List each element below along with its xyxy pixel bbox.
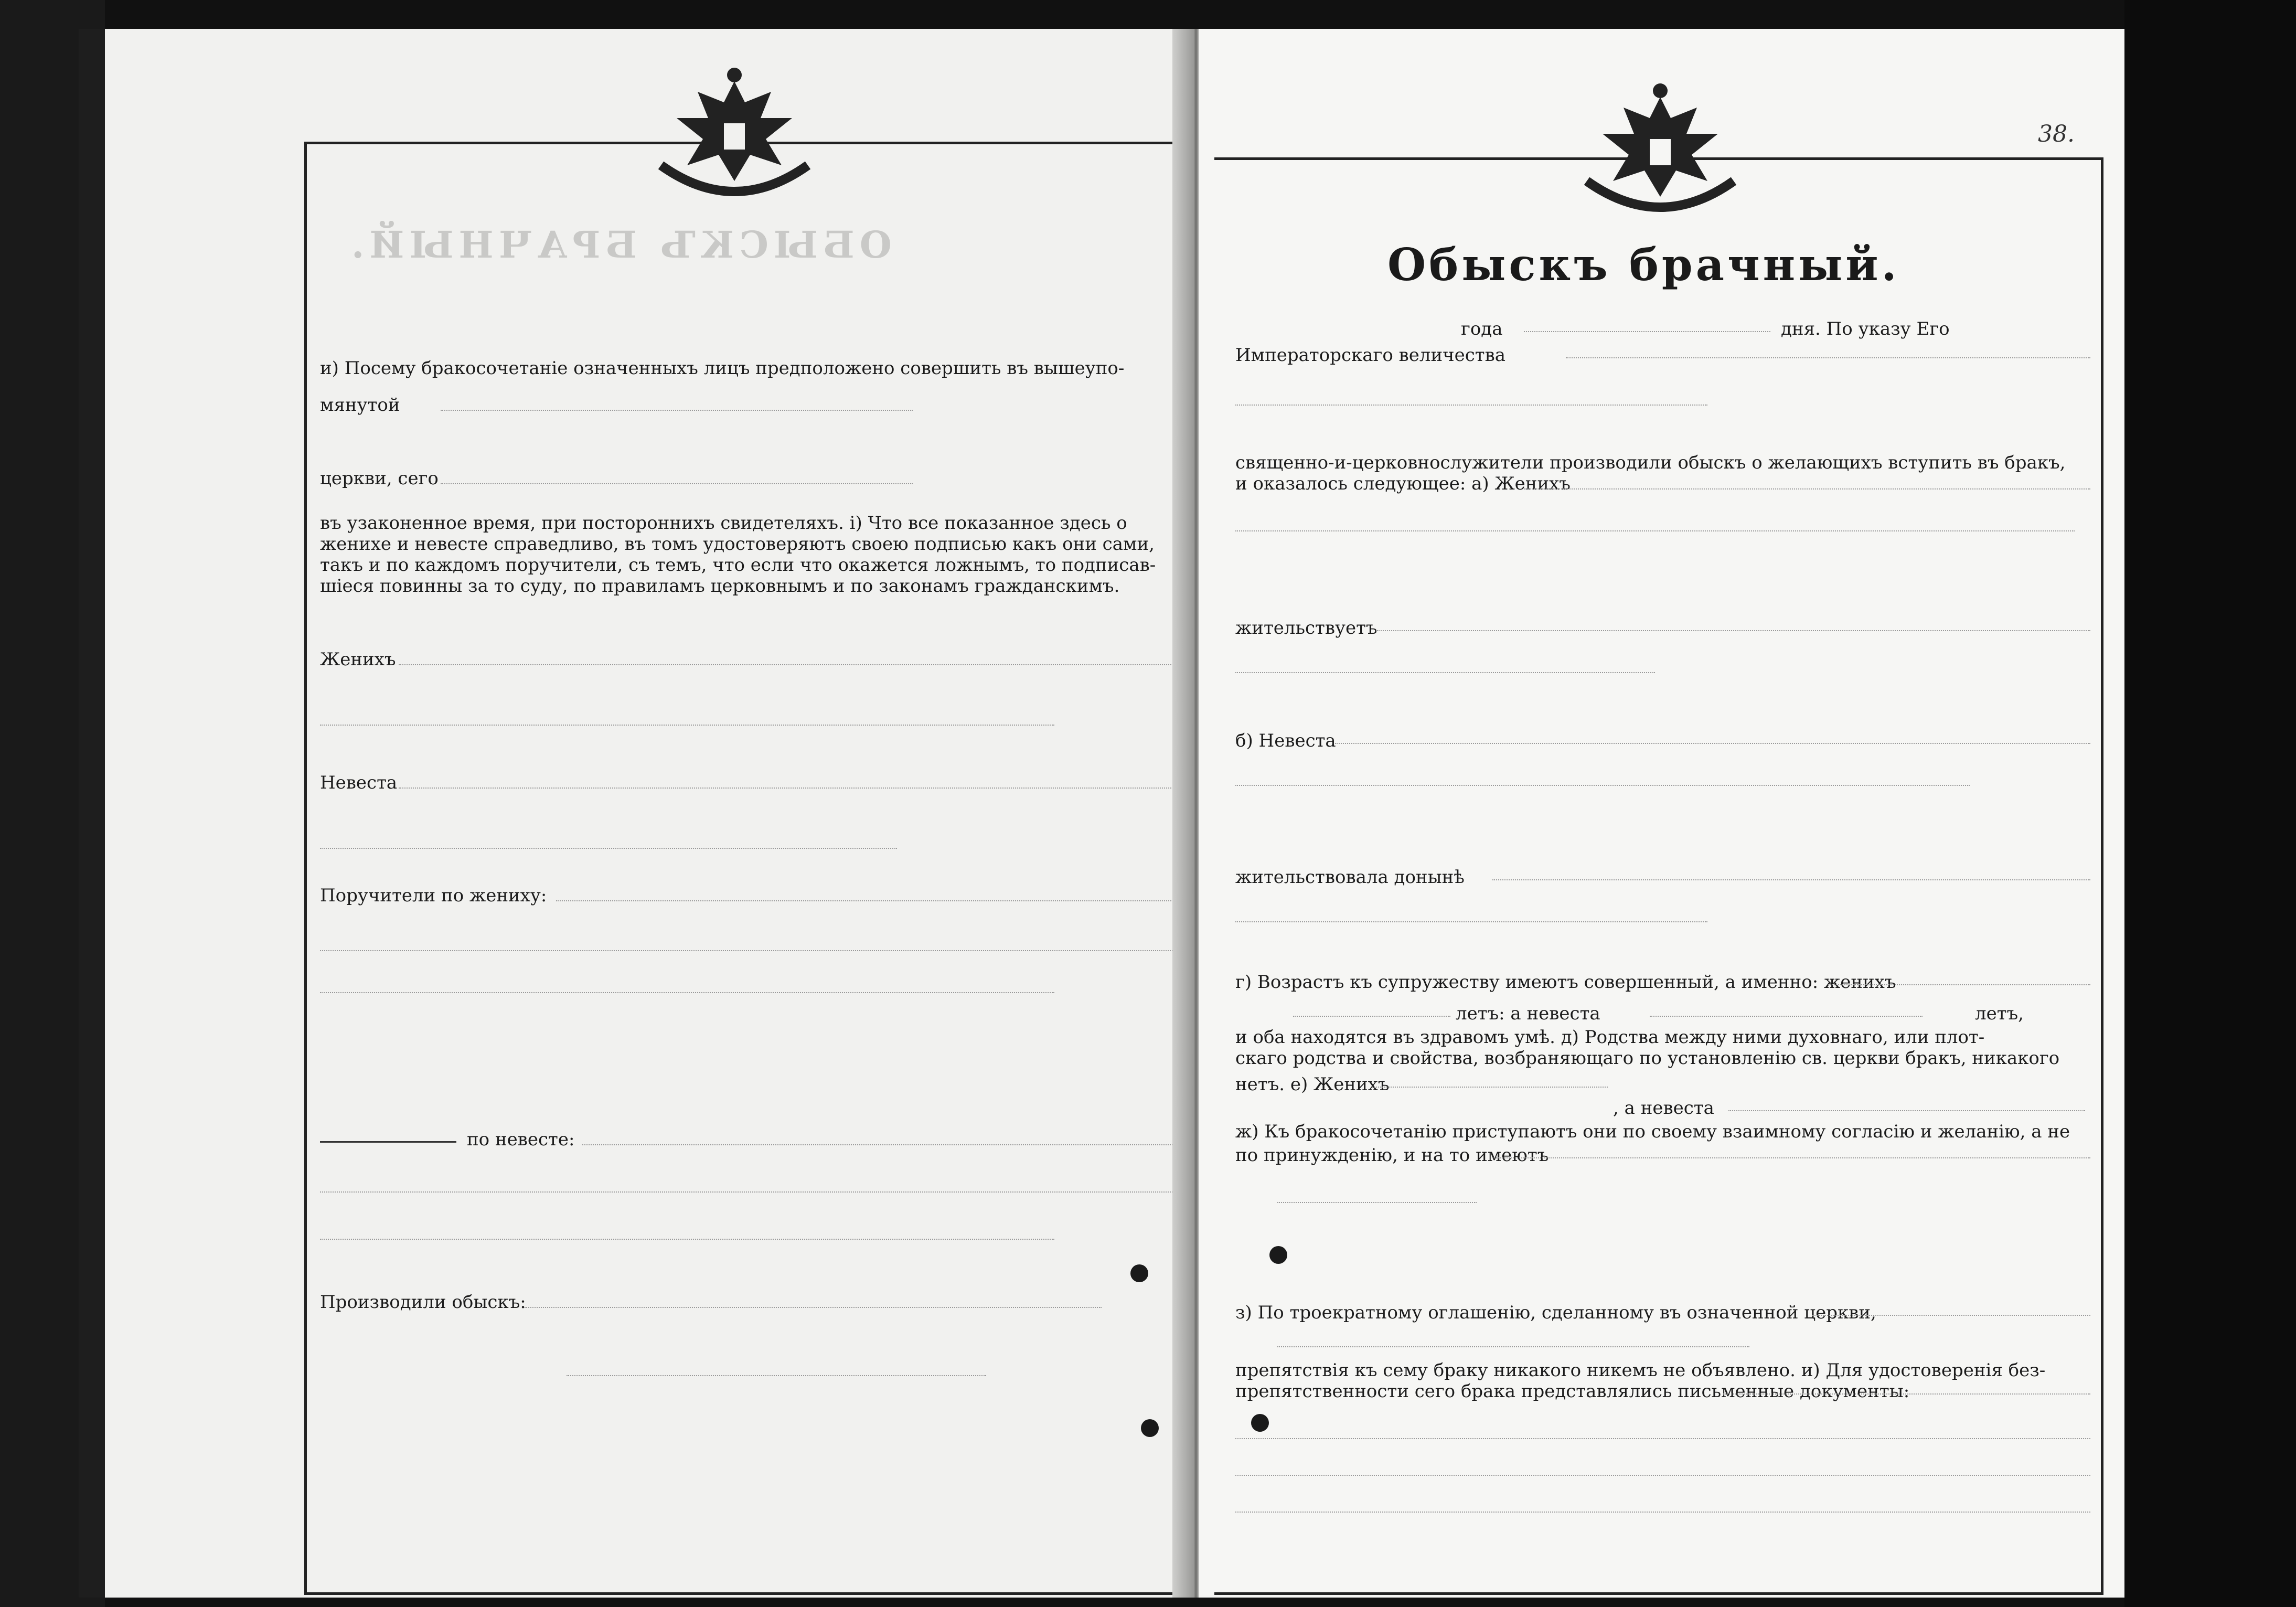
binding-hole (1141, 1419, 1159, 1437)
handwritten-parental-consent-2 (1277, 1183, 1477, 1203)
binding-hole (1130, 1264, 1148, 1282)
right-line-4: священно-и-церковнослужители производили обыскъ о желающихъ вступить въ бракъ, (1235, 452, 2066, 473)
handwritten-groom-name (1524, 470, 2090, 489)
handwritten-groom-residence-2 (1235, 653, 1655, 673)
handwritten-documents (1723, 1375, 2090, 1395)
handwritten-documents-2 (1235, 1419, 2090, 1439)
handwritten-groom-name-2 (1235, 512, 2075, 531)
right-line-3: Императорскаго величества (1235, 345, 1505, 366)
page-number: 38. (2038, 121, 2075, 147)
right-line-12: и оба находятся въ здравомъ умѣ. д) Родства между ними духовнаго, или плот- (1235, 1027, 1985, 1048)
right-line-14: нетъ. е) Женихъ (1235, 1074, 1390, 1095)
right-line-15: , а невеста (1613, 1098, 1714, 1119)
right-line-20: препятственности сего брака представлялись письменные документы: (1235, 1381, 1910, 1402)
right-line-2: дня. По указу Его (1781, 318, 1950, 339)
handwritten-guarantors-groom-3 (320, 973, 1054, 993)
handwritten-bride-residence (1492, 860, 2090, 880)
imperial-eagle-crest-right (1566, 76, 1755, 233)
right-line-8: жительствовала донынѣ (1235, 867, 1465, 888)
handwritten-bride-age (1650, 997, 1923, 1017)
left-line-1: и) Посему бракосочетаніе означенныхъ лицъ предположено совершить въ вышеупо- (320, 358, 1125, 379)
handwritten-groom-signature (399, 645, 1186, 665)
right-line-5: и оказалось следующее: а) Женихъ (1235, 473, 1571, 494)
handwritten-guarantors-bride-3 (320, 1220, 1054, 1240)
handwritten-psalmist-signature (567, 1356, 986, 1376)
handwritten-groom-signature-2 (320, 706, 1054, 726)
handwritten-groom-age (1828, 965, 2090, 985)
right-page (1199, 29, 2124, 1598)
left-line-3: церкви, сего (320, 468, 439, 489)
right-line-6: жительствуетъ (1235, 618, 1377, 638)
handwritten-year-month (1524, 312, 1770, 332)
left-line-6: такъ и по каждомъ поручители, съ темъ, что если что окажется ложнымъ, то подписав- (320, 555, 1156, 576)
handwritten-documents-4 (1235, 1493, 2090, 1513)
left-line-7: шіеся повинны за то суду, по правиламъ церковнымъ и по законамъ гражданскимъ. (320, 576, 1120, 597)
handwritten-guarantors-bride (582, 1125, 1186, 1145)
handwritten-banns-dates-2 (1277, 1327, 1749, 1347)
handwritten-date (441, 464, 913, 484)
handwritten-bride-marital (1728, 1091, 2085, 1111)
right-line-10: летъ: а невеста (1456, 1003, 1600, 1024)
handwritten-groom-age-2 (1293, 997, 1450, 1017)
handwritten-guarantors-bride-2 (320, 1173, 1186, 1193)
handwritten-bride-signature-2 (320, 829, 897, 849)
handwritten-groom-marital (1372, 1068, 1608, 1088)
binding-hole (1269, 1246, 1287, 1264)
handwritten-documents-3 (1235, 1456, 2090, 1476)
right-line-9: г) Возрастъ къ супружеству имеютъ совершенный, а именно: женихъ (1235, 972, 1896, 993)
right-line-1: года (1461, 318, 1503, 339)
left-line-5: женихе и невесте справедливо, въ томъ удостоверяютъ своею подписью какъ они сами, (320, 534, 1155, 555)
left-page (105, 29, 1196, 1598)
handwritten-bride-residence-2 (1235, 902, 1707, 922)
bride-label: Невеста (320, 772, 398, 793)
register-book (79, 29, 2124, 1598)
right-line-16: ж) Къ бракосочетанію приступаютъ они по своему взаимному согласію и желанію, а не (1235, 1121, 2070, 1142)
right-line-7: б) Невеста (1235, 730, 1336, 751)
right-line-17: по принужденію, и на то имеютъ (1235, 1145, 1549, 1166)
left-line-4: въ узаконенное время, при постороннихъ свидетеляхъ. і) Что все показанное здесь о (320, 513, 1127, 534)
left-line-2: мянутой (320, 395, 400, 416)
background-shadow (2124, 0, 2296, 1607)
bleed-through-title: ОБЫСКЪ БРАЧНЫЙ. (346, 223, 892, 267)
right-line-19: препятствія къ сему браку никакого никемъ не объявлено. и) Для удостоверенія без- (1235, 1360, 2046, 1381)
guarantors-bride-label: по невесте: (467, 1129, 575, 1150)
handwritten-banns-dates (1812, 1296, 2090, 1316)
handwritten-bride-name-2 (1235, 766, 1970, 786)
handwritten-priest-signature (525, 1288, 1102, 1308)
handwritten-bride-signature (399, 769, 1186, 789)
right-line-13: скаго родства и свойства, возбраняющаго по установленію св. церкви бракъ, никакого (1235, 1048, 2060, 1069)
guarantors-groom-label: Поручители по жениху: (320, 885, 547, 906)
imperial-eagle-crest-left (640, 60, 829, 218)
handwritten-bride-name (1335, 724, 2090, 744)
handwritten-groom-residence (1377, 611, 2090, 631)
handwritten-parental-consent (1492, 1138, 2090, 1158)
document-title: Обыскъ брачный. (1387, 239, 1900, 291)
handwritten-church-name (441, 391, 913, 411)
handwritten-guarantors-groom-2 (320, 931, 1186, 951)
handwritten-parish (1235, 386, 1707, 406)
guarantors-bride-rule (320, 1141, 456, 1143)
handwritten-guarantors-groom (556, 881, 1186, 901)
conducted-by-label: Производили обыскъ: (320, 1292, 526, 1313)
handwritten-district (1566, 338, 2090, 358)
right-line-18: з) По троекратному оглашенію, сделанному въ означенной церкви, (1235, 1302, 1876, 1323)
binding-hole (1251, 1414, 1269, 1432)
right-line-11: летъ, (1975, 1003, 2024, 1024)
groom-label: Женихъ (320, 649, 396, 670)
